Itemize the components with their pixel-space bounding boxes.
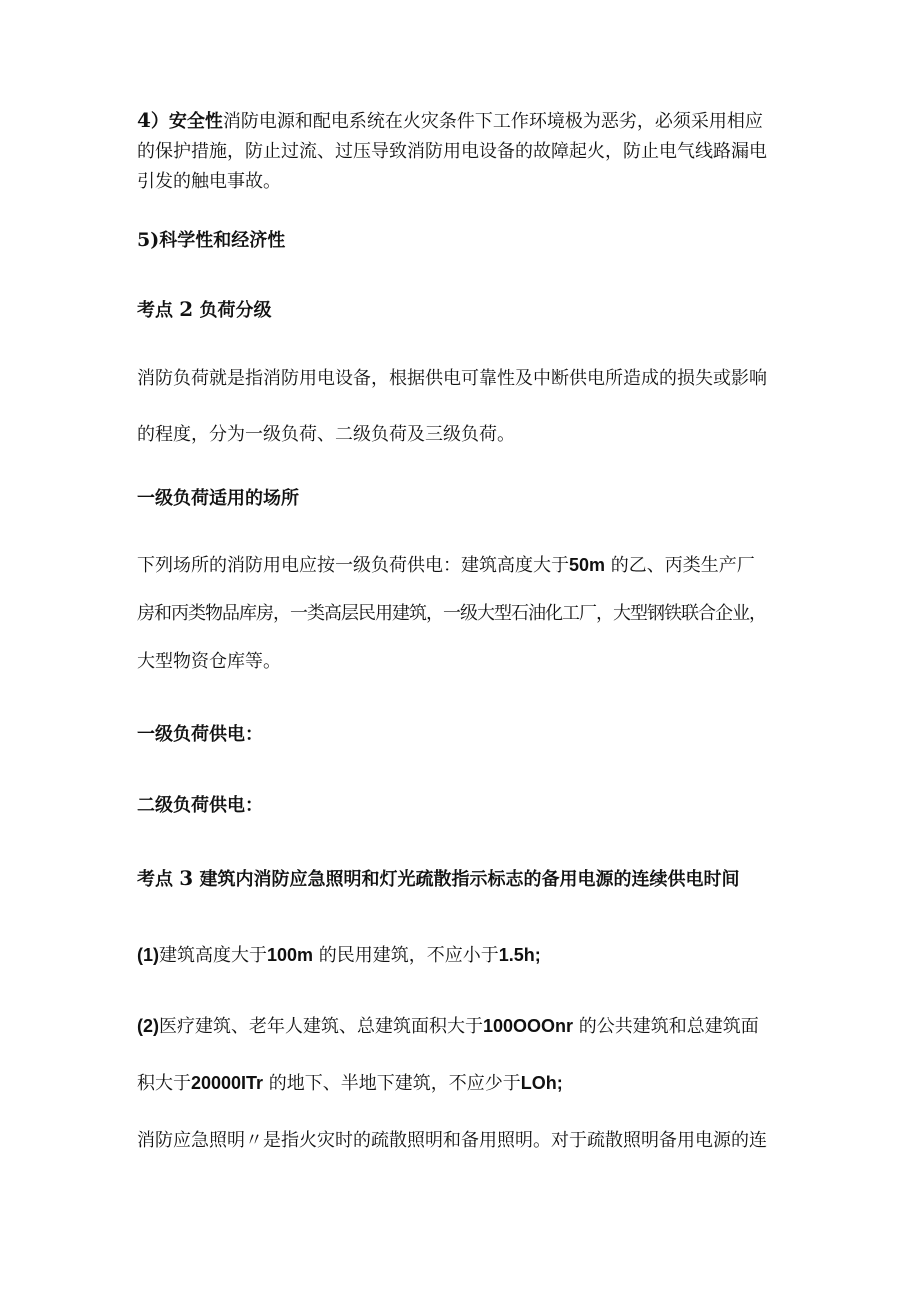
exam-point-number: 2 (179, 297, 194, 321)
paragraph-load-definition-line-2: 的程度，分为一级负荷、二级负荷及三级负荷。 (137, 424, 515, 445)
paragraph-first-level-places-line-1 (137, 541, 797, 590)
text-segment: 下列场所的消防用电应按一级负荷供电：建筑高度大于 (137, 555, 569, 576)
area-value: 20000ITr (191, 1073, 264, 1093)
paragraph-safety-line-1 (137, 105, 797, 137)
heading-second-level-supply (137, 793, 797, 819)
paragraph-load-definition-line-1: 消防负荷就是指消防用电设备，根据供电可靠性及中断供电所造成的损失或影响 (137, 368, 767, 389)
paragraph-safety-line-3: 引发的触电事故。 (137, 171, 281, 192)
paragraph-first-level-places (137, 541, 797, 686)
exam-point-title: 建筑内消防应急照明和灯光疏散指示标志的备用电源的连续供电时间 (199, 869, 740, 890)
paragraph-first-level-places-line-3: 大型物资仓库等。 (137, 651, 281, 672)
paragraph-load-definition (137, 351, 797, 463)
paragraph-first-level-places-line-2: 房和丙类物品库房，一类高层民用建筑，一级大型石油化工厂，大型钢铁联合企业， (137, 603, 766, 624)
exam-point-number: 3 (179, 866, 194, 890)
paragraph-safety-line-2: 的保护措施，防止过流、过压导致消防用电设备的故障起火，防止电气线路漏电 (137, 141, 767, 162)
heading-science-economy (137, 227, 797, 254)
list-item-2 (137, 998, 797, 1112)
text-segment: 医疗建筑、老年人建筑、总建筑面积大于 (159, 1016, 483, 1037)
list-item-1 (137, 942, 797, 969)
heading-text: 二级负荷供电： (137, 795, 263, 816)
paragraph-safety (137, 105, 797, 197)
item-paren: ） (150, 111, 169, 132)
heading-first-level-supply (137, 722, 797, 748)
heading-text: 一级负荷供电： (137, 724, 263, 745)
exam-point-prefix: 考点 (137, 869, 173, 890)
heading-first-level-places (137, 486, 797, 512)
duration-value: LOh; (520, 1073, 563, 1093)
list-index: (2) (137, 1016, 159, 1036)
heading-exam-point-3 (137, 865, 797, 893)
text-segment: 的地下、半地下建筑，不应少于 (268, 1073, 521, 1094)
item-text: 消防电源和配电系统在火灾条件下工作环境极为恶劣，必须采用相应 (222, 111, 763, 132)
text-segment: 的民用建筑，不应小于 (318, 945, 499, 966)
height-value: 50m (569, 555, 606, 575)
text-segment: 积大于 (137, 1073, 191, 1094)
item-heading: 科学性和经济性 (159, 230, 286, 251)
text-segment: 建筑高度大于 (159, 945, 267, 966)
heading-text: 一级负荷适用的场所 (137, 488, 299, 509)
paragraph-emergency-lighting-line-1: 消防应急照明〃是指火灾时的疏散照明和备用照明。对于疏散照明备用电源的连 (137, 1130, 767, 1151)
list-index: (1) (137, 945, 159, 965)
height-value: 100m (267, 945, 314, 965)
heading-exam-point-2 (137, 296, 797, 324)
item-number: 5) (137, 229, 160, 251)
duration-value: 1.5h; (498, 945, 541, 965)
area-value: 100OOOnr (483, 1016, 574, 1036)
text-segment: 的乙、丙类生产厂 (610, 555, 755, 576)
paragraph-emergency-lighting (137, 1128, 797, 1154)
list-item-2-line-2 (137, 1055, 797, 1112)
exam-point-prefix: 考点 (137, 300, 173, 321)
item-number: 4 (137, 108, 151, 132)
item-heading: 安全性 (168, 111, 223, 132)
list-item-2-line-1 (137, 998, 797, 1055)
text-segment: 的公共建筑和总建筑面 (578, 1016, 759, 1037)
exam-point-title: 负荷分级 (199, 300, 272, 321)
